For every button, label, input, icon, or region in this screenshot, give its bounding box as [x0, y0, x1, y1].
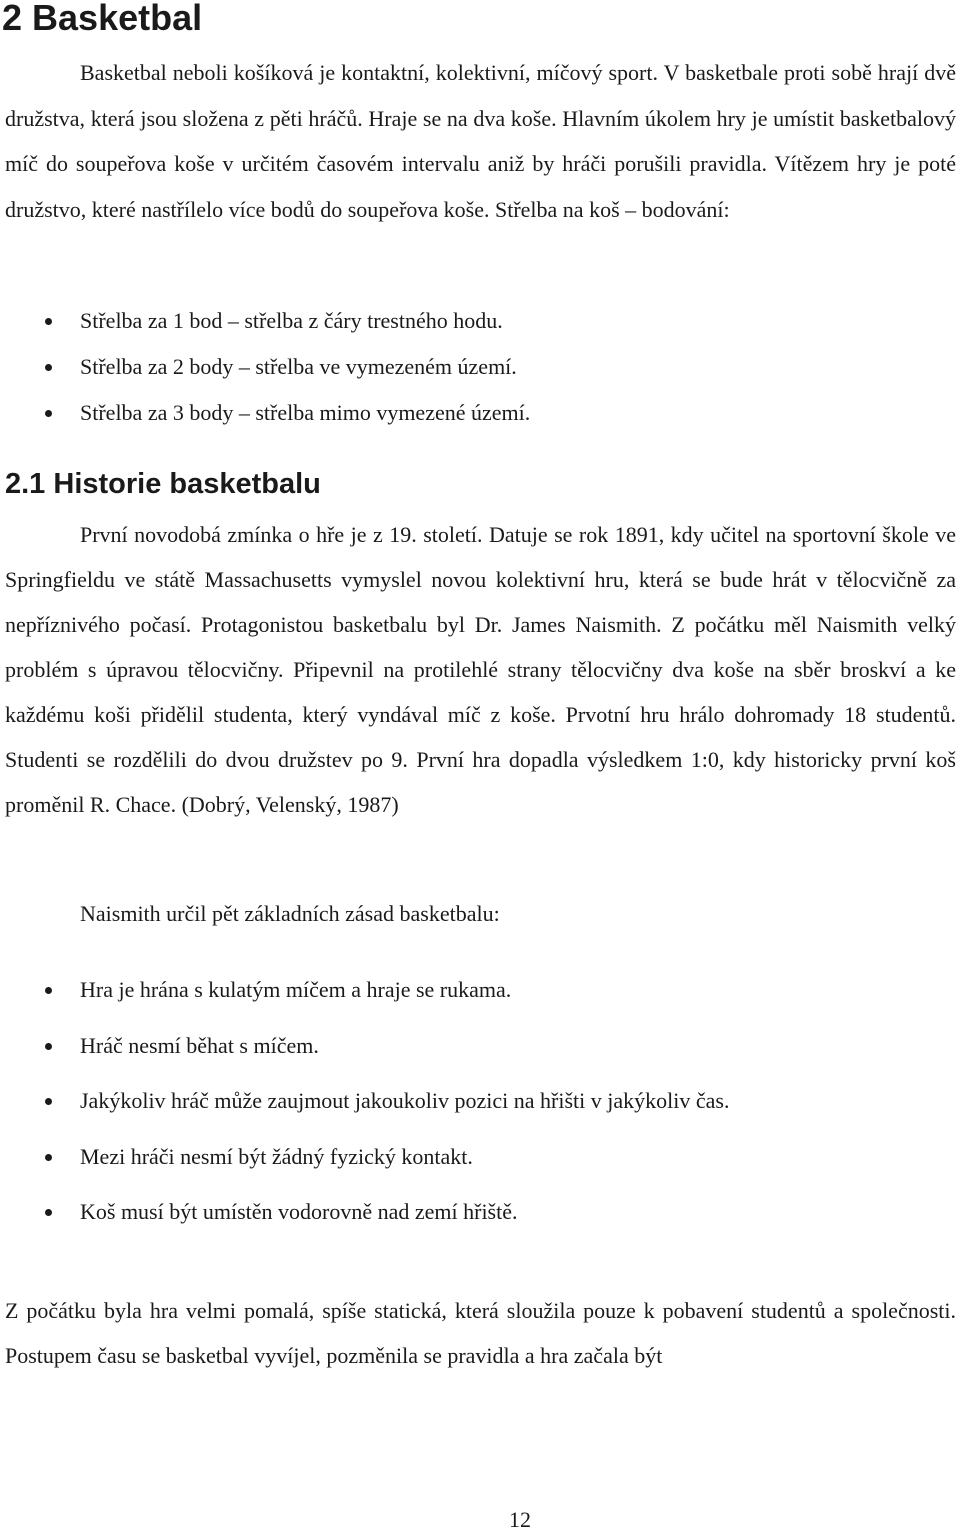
bullet-icon — [45, 987, 52, 994]
list-item — [0, 975, 960, 1031]
list-item-text: Hra je hrána s kulatým míčem a hraje se rukama. — [80, 977, 512, 1002]
list-item — [0, 1086, 960, 1142]
list-item — [0, 352, 960, 398]
principles-intro: Naismith určil pět základních zásad basketbalu: — [80, 901, 500, 926]
list-item — [0, 1031, 960, 1087]
list-item — [0, 1142, 960, 1198]
list-item-text: Koš musí být umístěn vodorovně nad zemí hřiště. — [80, 1199, 518, 1224]
closing-paragraph: Z počátku byla hra velmi pomalá, spíše statická, která sloužila pouze k pobavení studentů a společnosti. Postupem času se basketbal vyvíjel, pozměnila se pravidla a hra začala být — [5, 1298, 956, 1368]
section-heading: 2.1 Historie basketbalu — [5, 468, 321, 500]
chapter-heading: 2 Basketbal — [2, 0, 203, 38]
bullet-icon — [45, 410, 52, 417]
list-item — [0, 398, 960, 444]
intro-paragraph-text: Basketbal neboli košíková je kontaktní, kolektivní, míčový sport. V basketbale proti sobě hrají dvě družstva, která jsou složena z pěti hráčů. Hraje se na dva koše. Hlavním úkolem hry je umístit basketbalový míč do soupeřova koše v určitém časovém intervalu aniž by hráči porušili pravidla. Vítězem hry je poté družstvo, které nastřílelo více bodů do soupeřova koše. Střelba na koš – bodování: — [5, 60, 956, 222]
history-paragraph — [5, 512, 956, 827]
history-paragraph-text: První novodobá zmínka o hře je z 19. století. Datuje se rok 1891, kdy učitel na sportovní škole ve Springfieldu ve státě Massachusetts vymyslel novou kolektivní hru, která se bude hrát v tělocvičně za nepříznivého počasí. Protagonistou basketbalu byl Dr. James Naismith. Z počátku měl Naismith velký problém s úpravou tělocvičny. Připevnil na protilehlé strany tělocvičny dva koše na sběr broskví a ke každému koši přidělil studenta, který vyndával míč z koše. Prvotní hru hrálo dohromady 18 studentů. Studenti se rozdělili do dvou družstev po 9. První hra dopadla výsledkem 1:0, kdy historicky první koš proměnil R. Chace. (Dobrý, Velenský, 1987) — [5, 522, 956, 817]
principles-list — [0, 975, 960, 1253]
list-item-text: Střelba za 2 body – střelba ve vymezeném území. — [80, 354, 517, 379]
scoring-list — [0, 306, 960, 444]
list-item-text: Střelba za 1 bod – střelba z čáry trestného hodu. — [80, 308, 503, 333]
bullet-icon — [45, 1098, 52, 1105]
bullet-icon — [45, 1154, 52, 1161]
list-item — [0, 1197, 960, 1253]
list-item-text: Hráč nesmí běhat s míčem. — [80, 1032, 319, 1058]
list-item — [0, 306, 960, 352]
list-item-text: Mezi hráči nesmí být žádný fyzický kontakt. — [80, 1143, 473, 1169]
bullet-icon — [45, 1043, 52, 1050]
list-item-text: Jakýkoliv hráč může zaujmout jakoukoliv pozici na hřišti v jakýkoliv čas. — [80, 1088, 730, 1113]
bullet-icon — [45, 364, 52, 371]
page-number: 12 — [509, 1507, 531, 1532]
intro-paragraph — [5, 50, 956, 232]
bullet-icon — [45, 1209, 52, 1216]
bullet-icon — [45, 318, 52, 325]
list-item-text: Střelba za 3 body – střelba mimo vymezené území. — [80, 400, 531, 425]
